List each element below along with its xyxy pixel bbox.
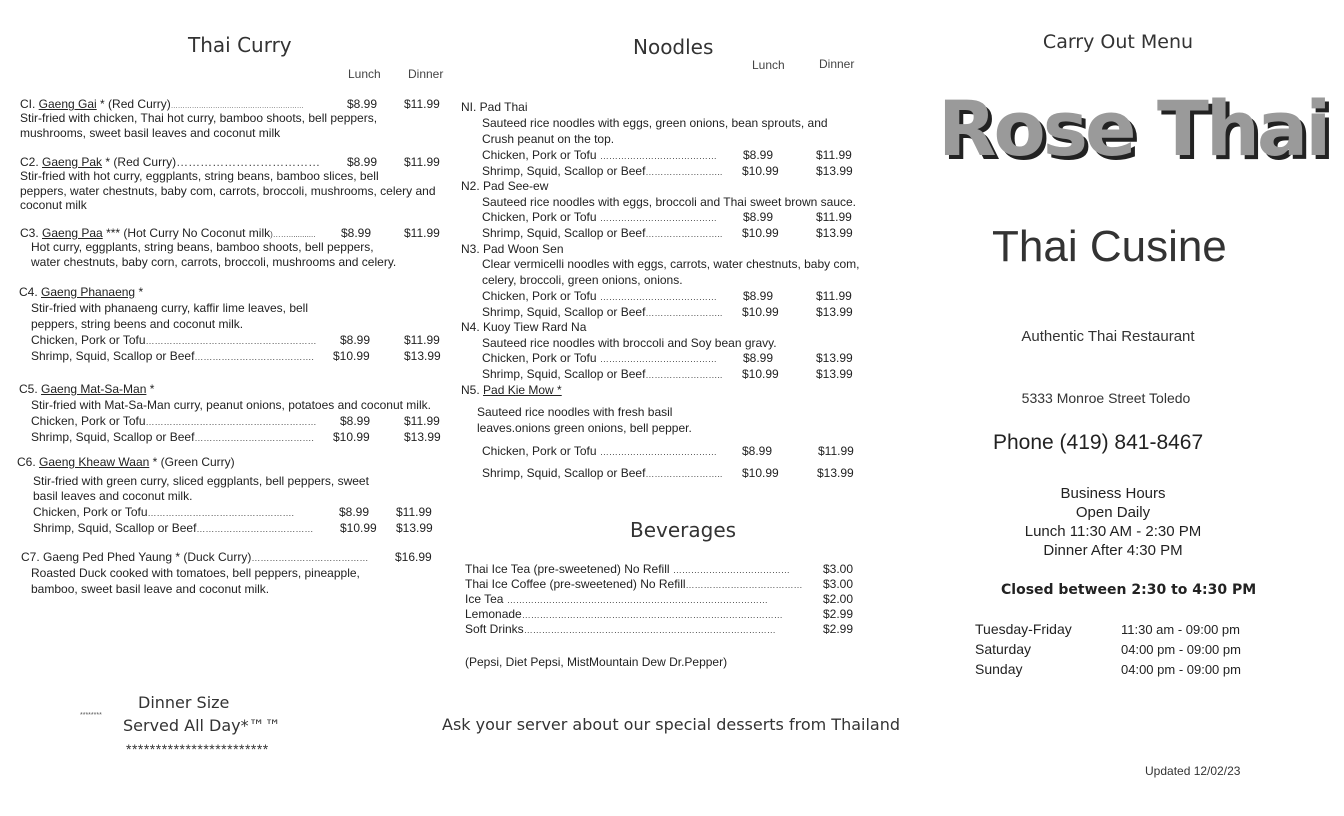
option-row	[33, 505, 337, 521]
item-description: celery, broccoli, green onions, onions.	[482, 273, 683, 287]
option-row	[31, 430, 332, 446]
item-name: Gaeng Mat-Sa-Man	[41, 382, 147, 396]
option-label: Chicken, Pork or Tofu	[31, 414, 146, 428]
beverage-item	[465, 607, 822, 623]
beverage-price: $2.99	[823, 622, 854, 636]
carry-out-heading: Carry Out Menu	[1042, 31, 1194, 53]
beverage-name: Thai Ice Coffee (pre-sweetened) No Refill	[465, 577, 686, 591]
updated-date: Updated 12/02/23	[1145, 764, 1241, 778]
leader-dots: …………………………………	[599, 151, 717, 161]
option-row	[482, 210, 741, 226]
dinner-price: $11.99	[818, 444, 854, 458]
schedule-day: Sunday	[975, 661, 1023, 677]
address: 5333 Monroe Street Toledo	[1021, 390, 1191, 406]
leader-dots: …………………………………	[599, 447, 717, 457]
dinner-hours: Dinner After 4:30 PM	[1043, 542, 1183, 559]
leader-dots: …………………………………………………	[170, 103, 304, 110]
option-label: Shrimp, Squid, Scallop or Beef	[482, 466, 646, 480]
item-title: N3. Pad Woon Sen	[461, 242, 564, 256]
item-description: Sauteed rice noodles with broccoli and Soy bean gravy.	[482, 336, 777, 350]
item-code: C3.	[20, 226, 43, 240]
item-suffix: *	[146, 382, 155, 396]
item-description: water chestnuts, baby corn, carrots, broccoli, mushrooms and celery.	[31, 255, 397, 269]
item-description: peppers, water chestnuts, baby com, carrots, broccoli, mushrooms, celery and	[20, 184, 436, 198]
item-description: Stir-fried with chicken, Thai hot curry, bamboo shoots, bell peppers,	[20, 111, 378, 125]
option-row	[482, 444, 741, 460]
item-description: Clear vermicelli noodles with eggs, carrots, water chestnuts, baby com,	[482, 257, 860, 271]
beverage-note: (Pepsi, Diet Pepsi, MistMountain Dew Dr.Pepper)	[465, 655, 728, 669]
item-description: Stir-fried with Mat-Sa-Man curry, peanut onions, potatoes and coconut milk.	[31, 398, 431, 412]
option-row	[482, 148, 741, 164]
option-label: Shrimp, Squid, Scallop or Beef	[482, 226, 646, 240]
option-label: Shrimp, Squid, Scallop or Beef	[482, 367, 646, 381]
leader-dots: …………………………………	[251, 553, 369, 563]
item-suffix: *** (Hot Curry No Coconut milk	[102, 226, 271, 240]
lunch-price: $8.99	[743, 210, 774, 224]
item-description: Hot curry, eggplants, string beans, bamboo shoots, bell peppers,	[31, 240, 374, 254]
item-description: Stir-fried with hot curry, eggplants, string beans, bamboo slices, bell	[20, 169, 379, 183]
beverages-title: Beverages	[630, 518, 737, 542]
beverage-item	[465, 592, 822, 608]
item-description: coconut milk	[20, 198, 87, 212]
curry-title: Thai Curry	[188, 33, 292, 57]
schedule-day: Tuesday-Friday	[975, 621, 1072, 637]
leader-dots: ……………………..	[645, 167, 723, 177]
item-description: Stir-fried with phanaeng curry, kaffir lime leaves, bell	[31, 301, 309, 315]
lunch-price: $8.99	[742, 444, 773, 458]
restaurant-logo: Rose Thai	[938, 84, 1329, 173]
lunch-price: $10.99	[742, 226, 779, 240]
leader-dots: ……………………………………………………………………………	[521, 610, 783, 620]
lunch-price: $10.99	[333, 349, 370, 363]
leader-dots: …………………………………………………………………………	[523, 625, 776, 635]
beverage-name: Thai Ice Tea (pre-sweetened) No Refill	[465, 562, 673, 576]
lunch-price: $8.99	[743, 148, 774, 162]
leader-dots: …………………………………………………	[145, 336, 317, 346]
lunch-price: $10.99	[742, 164, 779, 178]
curry-dinner-header: Dinner	[408, 67, 444, 81]
tagline: Authentic Thai Restaurant	[1021, 328, 1195, 345]
option-label: Chicken, Pork or Tofu	[482, 148, 600, 162]
option-row	[33, 521, 339, 537]
lunch-price: $8.99	[347, 155, 378, 169]
schedule-day: Saturday	[975, 641, 1032, 657]
served-all-day: Served All Day*™™	[123, 716, 281, 735]
dinner-price: $11.99	[404, 155, 440, 169]
item-description: Stir-fried with green curry, sliced eggplants, bell peppers, sweet	[33, 474, 369, 488]
leader-dots: ……………………..	[645, 370, 723, 380]
open-daily: Open Daily	[1075, 504, 1151, 521]
item-code: N5.	[461, 383, 484, 397]
item-title: NI. Pad Thai	[461, 100, 528, 114]
item-name: Pad Kie Mow *	[483, 383, 562, 397]
lunch-price: $10.99	[742, 367, 779, 381]
item-code: CI.	[20, 97, 39, 111]
option-row	[482, 466, 741, 482]
option-label: Shrimp, Squid, Scallop or Beef	[482, 305, 646, 319]
lunch-price: $8.99	[743, 351, 774, 365]
item-title: N4. Kuoy Tiew Rard Na	[461, 320, 587, 334]
lunch-price: $8.99	[340, 414, 371, 428]
cuisine-heading: Thai Cusine	[992, 222, 1227, 271]
dinner-size-label: Dinner Size	[138, 693, 230, 712]
option-row	[482, 289, 741, 305]
stars-divider: ************************	[126, 741, 269, 757]
option-row	[482, 164, 741, 180]
dinner-price: $11.99	[404, 97, 440, 111]
dinner-price: $11.99	[396, 505, 432, 519]
item-description: Sauteed rice noodles with fresh basil	[477, 405, 673, 419]
option-label: Shrimp, Squid, Scallop or Beef	[31, 349, 195, 363]
closed-notice: Closed between 2:30 to 4:30 PM	[1001, 582, 1257, 598]
dinner-price: $11.99	[404, 226, 440, 240]
schedule-hours: 04:00 pm - 09:00 pm	[1121, 642, 1241, 657]
item-code: C4.	[19, 285, 42, 299]
option-label: Chicken, Pork or Tofu	[482, 289, 600, 303]
option-row	[31, 333, 339, 349]
hours-title: Business Hours	[1060, 485, 1166, 502]
option-row	[482, 226, 741, 242]
beverage-item	[465, 562, 822, 578]
option-label: Chicken, Pork or Tofu	[482, 351, 600, 365]
desserts-note: Ask your server about our special desserts from Thailand	[442, 715, 901, 734]
dinner-price: $13.99	[816, 305, 853, 319]
item-description: basil leaves and coconut milk.	[33, 489, 193, 503]
item-title: N2. Pad See-ew	[461, 179, 549, 193]
item-description: mushrooms, sweet basil leaves and coconut milk	[20, 126, 281, 140]
item-description: Roasted Duck cooked with tomatoes, bell peppers, pineapple,	[31, 566, 360, 580]
item-code: C2.	[20, 155, 43, 169]
item-code: C5.	[19, 382, 42, 396]
schedule-hours: 04:00 pm - 09:00 pm	[1121, 662, 1241, 677]
beverage-price: $2.99	[823, 607, 854, 621]
option-label: Chicken, Pork or Tofu	[31, 333, 146, 347]
item-code: C6.	[17, 455, 40, 469]
noodles-title: Noodles	[633, 35, 714, 59]
leader-dots: ……………………..	[645, 308, 723, 318]
business-hours	[988, 484, 1238, 560]
phone-number: Phone (419) 841-8467	[993, 431, 1204, 454]
leader-dots: …………………………………	[672, 565, 790, 575]
dinner-price: $13.99	[816, 164, 853, 178]
item-description: leaves.onions green onions, bell pepper.	[477, 421, 692, 435]
dinner-price: $13.99	[404, 349, 441, 363]
noodles-lunch-header: Lunch	[752, 58, 785, 72]
dinner-price: $11.99	[816, 289, 852, 303]
leader-dots: …………………………………	[599, 292, 717, 302]
option-row	[31, 414, 339, 430]
leader-dots: ………………………………….	[194, 433, 314, 443]
option-label: Chicken, Pork or Tofu	[482, 444, 600, 458]
option-label: Chicken, Pork or Tofu	[482, 210, 600, 224]
small-stars: ********	[80, 712, 102, 719]
option-label: Shrimp, Squid, Scallop or Beef	[33, 521, 197, 535]
dinner-price: $13.99	[817, 466, 854, 480]
lunch-price: $8.99	[347, 97, 378, 111]
dinner-price: $11.99	[404, 414, 440, 428]
beverage-price: $2.00	[823, 592, 854, 606]
leader-dots: ………………………………………….	[147, 508, 295, 518]
item-name: Gaeng Kheaw Waan	[39, 455, 150, 469]
item-description: peppers, string beens and coconut milk.	[31, 317, 244, 331]
option-row	[482, 305, 741, 321]
leader-dots: …………………………………	[599, 354, 717, 364]
item-name: Gaeng Gai	[38, 97, 97, 111]
item-description: Crush peanut on the top.	[482, 132, 615, 146]
beverage-price: $3.00	[823, 577, 854, 591]
beverage-name: Soft Drinks	[465, 622, 524, 636]
lunch-price: $8.99	[340, 333, 371, 347]
leader-dots: …………………………………	[599, 213, 717, 223]
lunch-price: $10.99	[742, 466, 779, 480]
item-title: C7. Gaeng Ped Phed Yaung * (Duck Curry)	[21, 550, 252, 564]
item-description: Sauteed rice noodles with eggs, broccoli and Thai sweet brown sauce.	[482, 195, 856, 209]
dinner-price: $11.99	[816, 210, 852, 224]
item-description: bamboo, sweet basil leave and coconut milk.	[31, 582, 270, 596]
lunch-price: $8.99	[743, 289, 774, 303]
item-suffix: * (Green Curry)	[149, 455, 235, 469]
option-label: Shrimp, Squid, Scallop or Beef	[31, 430, 195, 444]
dinner-price: $13.99	[404, 430, 441, 444]
option-label: Shrimp, Squid, Scallop or Beef	[482, 164, 646, 178]
beverage-price: $3.00	[823, 562, 854, 576]
leader-dots: ……………………..	[645, 469, 723, 479]
dinner-price: $11.99	[404, 333, 440, 347]
dinner-price: $13.99	[816, 367, 853, 381]
lunch-price: $10.99	[333, 430, 370, 444]
lunch-price: $10.99	[340, 521, 377, 535]
beverage-item	[465, 622, 822, 638]
option-row	[482, 351, 741, 367]
schedule-hours: 11:30 am - 09:00 pm	[1121, 622, 1240, 637]
item-price: $16.99	[395, 550, 432, 564]
dinner-price: $13.99	[816, 226, 853, 240]
curry-lunch-header: Lunch	[348, 67, 381, 81]
beverage-name: Lemonade	[465, 607, 522, 621]
item-name: Gaeng Paa	[42, 226, 103, 240]
lunch-price: $10.99	[742, 305, 779, 319]
lunch-price: $8.99	[339, 505, 370, 519]
leader-dots: …………………………………………………	[145, 417, 317, 427]
beverage-name: Ice Tea	[465, 592, 507, 606]
dinner-price: $11.99	[816, 148, 852, 162]
lunch-hours: Lunch 11:30 AM - 2:30 PM	[1024, 523, 1202, 540]
dinner-price: $13.99	[816, 351, 853, 365]
item-description: Sauteed rice noodles with eggs, green onions, bean sprouts, and	[482, 116, 828, 130]
lunch-price: $8.99	[341, 226, 372, 240]
leader-dots: )……............	[270, 230, 316, 239]
dinner-price: $13.99	[396, 521, 433, 535]
leader-dots: ……………………..	[645, 229, 723, 239]
item-suffix: *	[135, 285, 144, 299]
item-name: Gaeng Phanaeng	[41, 285, 136, 299]
option-label: Chicken, Pork or Tofu	[33, 505, 148, 519]
option-row	[31, 349, 332, 365]
leader-dots: ………………………………	[176, 155, 321, 169]
leader-dots: ………………………………….	[194, 352, 314, 362]
item-suffix: * (Red Curry)	[96, 97, 171, 111]
option-row	[482, 367, 741, 383]
noodles-dinner-header: Dinner	[819, 57, 855, 71]
leader-dots: …………………………………	[685, 580, 803, 590]
item-name: Gaeng Pak	[42, 155, 103, 169]
beverage-item	[465, 577, 822, 593]
leader-dots: …………………………………	[196, 524, 314, 534]
item-suffix: * (Red Curry)	[102, 155, 177, 169]
leader-dots: ……………………………………………………………………………	[506, 595, 768, 605]
